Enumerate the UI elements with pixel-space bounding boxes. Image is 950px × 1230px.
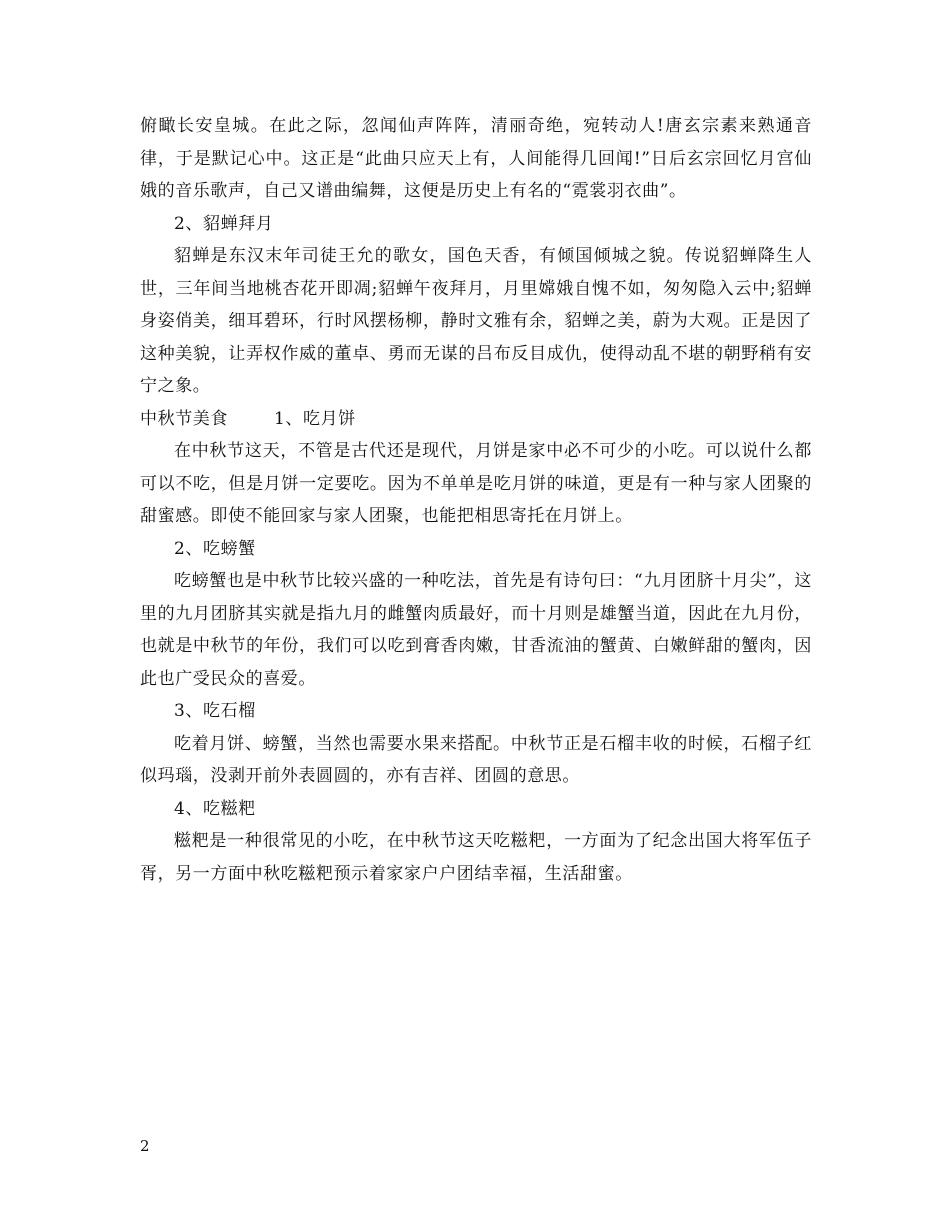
food-section-heading <box>140 403 812 436</box>
heading-eat-ciba: 4、吃糍粑 <box>174 798 256 819</box>
paragraph-mooncake: 在中秋节这天，不管是古代还是现代，月饼是家中必不可少的小吃。可以说什么都可以不吃，但是月饼一定要吃。因为不单单是吃月饼的味道，更是有一种与家人团聚的甜蜜感。即使不能回家与家人团聚，也能把相思寄托在月饼上。 <box>140 441 812 526</box>
paragraph-crab: 吃螃蟹也是中秋节比较兴盛的一种吃法，首先是有诗句曰：“九月团脐十月尖”，这里的九月团脐其实就是指九月的雌蟹肉质最好，而十月则是雄蟹当道，因此在九月份，也就是中秋节的年份，我们可以吃到膏香肉嫩，甘香流油的蟹黄、白嫩鲜甜的蟹肉，因此也广受民众的喜爱。 <box>140 571 812 689</box>
paragraph-pomegranate: 吃着月饼、螃蟹，当然也需要水果来搭配。中秋节正是石榴丰收的时候，石榴子红似玛瑙，没剥开前外表圆圆的，亦有吉祥、团圆的意思。 <box>140 733 812 786</box>
heading-eat-crab: 2、吃螃蟹 <box>174 538 256 559</box>
page-number: 2 <box>140 1137 150 1155</box>
heading-eat-pomegranate: 3、吃石榴 <box>174 701 256 721</box>
paragraph-diaochan: 貂蝉是东汉末年司徒王允的歌女，国色天香，有倾国倾城之貌。传说貂蝉降生人世，三年间当地桃杏花开即凋;貂蝉午夜拜月，月里嫦娥自愧不如，匆匆隐入云中;貂蝉身姿俏美，细耳碧环，行时风摆杨柳，静时文雅有余，貂蝉之美，蔚为大观。正是因了这种美貌，让弄权作威的董卓、勇而无谋的吕布反目成仇，使得动乱不堪的朝野稍有安宁之象。 <box>140 246 812 396</box>
paragraph-rainbow-dress-story: 俯瞰长安皇城。在此之际，忽闻仙声阵阵，清丽奇绝，宛转动人!唐玄宗素来熟通音律，于是默记心中。这正是“此曲只应天上有，人间能得几回闻!”日后玄宗回忆月宫仙娥的音乐歌声，自己又谱曲编舞，这便是历史上有名的“霓裳羽衣曲”。 <box>140 116 812 201</box>
heading-eat-mooncake: 1、吃月饼 <box>274 408 356 429</box>
heading-diaochan-moon-worship: 2、貂蝉拜月 <box>174 213 274 234</box>
food-section-title: 中秋节美食 <box>140 408 228 429</box>
document-body <box>140 110 812 890</box>
paragraph-ciba: 糍粑是一种很常见的小吃，在中秋节这天吃糍粑，一方面为了纪念出国大将军伍子胥，另一方面中秋吃糍粑预示着家家户户团结幸福，生活甜蜜。 <box>140 831 812 884</box>
